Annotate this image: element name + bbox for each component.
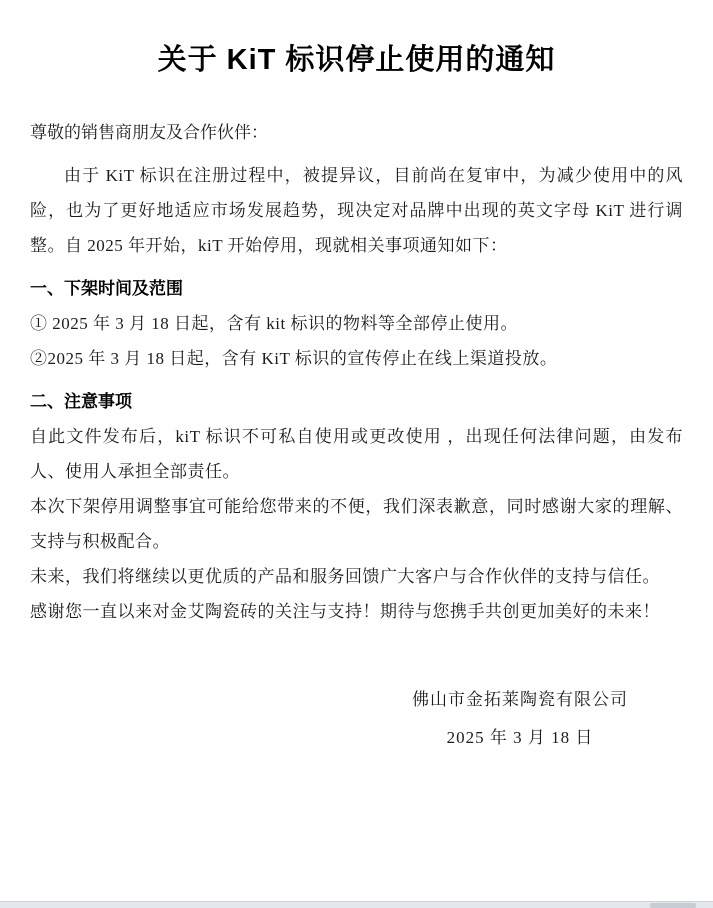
notice-paragraph-future: 未来，我们将继续以更优质的产品和服务回馈广大客户与合作伙伴的支持与信任。	[30, 567, 660, 586]
document-page	[0, 40, 713, 908]
notice-paragraph-liability: 自此文件发布后，kiT 标识不可私自使用或更改使用 ，出现任何法律问题，由发布人、使用人承担全部责任。	[30, 427, 683, 481]
signature-date: 2025 年 3 月 18 日	[446, 728, 594, 747]
horizontal-scrollbar[interactable]	[0, 901, 713, 908]
section-1-item-1: ① 2025 年 3 月 18 日起，含有 kit 标识的物料等全部停止使用。	[30, 314, 518, 333]
salutation-line: 尊敬的销售商朋友及合作伙伴：	[30, 123, 268, 142]
section-2-heading: 二、注意事项	[30, 392, 132, 411]
signature-block	[385, 681, 655, 757]
notice-paragraph-apology: 本次下架停用调整事宜可能给您带来的不便，我们深表歉意，同时感谢大家的理解、支持与积极配合。	[30, 497, 683, 551]
intro-paragraph: 由于 KiT 标识在注册过程中，被提异议，目前尚在复审中，为减少使用中的风险，也为了更好地适应市场发展趋势，现决定对品牌中出现的英文字母 KiT 进行调整。自 2025 年开始，kiT 开始停用，现就相关事项通知如下：	[30, 166, 683, 255]
notice-paragraph-thanks: 感谢您一直以来对金艾陶瓷砖的关注与支持！期待与您携手共创更加美好的未来！	[30, 602, 660, 621]
signature-company-name: 佛山市金拓莱陶瓷有限公司	[412, 690, 628, 709]
section-1-heading: 一、下架时间及范围	[30, 279, 183, 298]
horizontal-scrollbar-thumb[interactable]	[650, 903, 696, 908]
section-1-item-2: ②2025 年 3 月 18 日起，含有 KiT 标识的宣传停止在线上渠道投放。	[30, 349, 558, 368]
document-title: 关于 KiT 标识停止使用的通知	[157, 44, 556, 76]
